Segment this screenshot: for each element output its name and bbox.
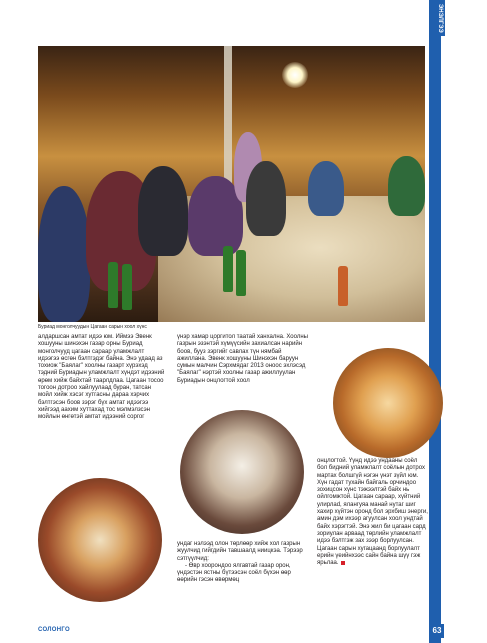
article-text: онцлогтой. Үүнд идээ ундааны соёл бол бидний уламжлалт соёлын дотроx мартах болшгүй нэгэн үнэт зүйл юм. Хүн гадат тухайн байгаль орчиндоо зохицсон хүнс тэжээлтэй байх нь ойлгомжтой. Цагаан сараар, хүйтний улирлаd, ялангуяа манай нутаг шиг хахир хүйтэн оронд бол эрхбиш энерги, амин дэм ихээр агуулсан хоол ундтай байх хэрэгтэй. Энэ жил би цагаан сард зориулан арваад төрлийн уламжлалт идээ бэлтгэж зах зээр борлуулсан. Цагаан сарын хугацаанд борлуулалт ерийн үеийнхээс сайн байна шүү гэж ярьлаа.	[317, 458, 428, 567]
banquet-hall-photo	[180, 410, 304, 534]
article-column-right	[317, 458, 428, 567]
dishes-photo	[38, 478, 162, 602]
ceiling-lamp	[282, 62, 308, 88]
guest-figure	[308, 161, 344, 216]
article-column-middle-top	[177, 334, 312, 385]
page-edge-strip	[429, 0, 441, 643]
end-of-article-mark	[341, 561, 345, 565]
article-paragraph: алдаршсан амтат идээ юм. Иймээ Эвенк хошууны шинэхэн газар орны Буриад монголчууд цагаан сараар уламжлалт идээгээ өсгөн бэлтгэдэг байна. Энэ удаад аз тохиож "Баялаг" хоолны газарт хүрэхэд тэдний Буриадын уламжлалт хүндэт идээний өрөм хийж байхтай таарлдлаа. Цагаан тосоо тогоон дотроо хайлуулаад буран, татсан мойл хийж хэсэг хутгасны дараа хэрчих бэлтгэсэн боов зэрэг бүх амтат идээгээ хийгээд аахим хуттахад тос мэлмэлзсэн мойлын өнгөтэй амтат идээний соргог	[38, 334, 165, 421]
bottle	[338, 266, 348, 306]
article-column-left	[38, 334, 166, 422]
article-paragraph: ундаг нэлээд олон төрлөөр хийж хол газрын жуулчид гийгдийн тавшаалд ниицкэа. Тэрээр сэтгүүлчид:	[177, 541, 303, 562]
section-tab-label: ЭНЭЛГЭЭ	[437, 3, 443, 33]
article-paragraph: үнэр хамар цоргитол таатай ханхална. Хоолны газрын эзэнтэй хүмүүсийн захиалсан нарийн боов, бууз зэргийг савлах түн нямбай ажиллана. Эвенк хошууны Шинэхэн баруун сумын малчин Сэрхмядаг 2013 оноос эхлэсэд "Баялаг" нэртэй хоолны газар ажиллуулан Буриадын онцлогтой хоол	[177, 334, 308, 384]
bottle	[236, 250, 246, 296]
pastry-plate-photo	[333, 348, 443, 458]
article-column-middle-bottom	[177, 541, 312, 585]
article-paragraph	[317, 458, 428, 567]
page-number: 63	[430, 624, 444, 638]
bottle	[108, 262, 118, 308]
quote-paragraph: - Өвр хоорондоо ялгавтай газар орон, үндэстэн ястны бүтээсэн соёл бүхэн өөр өөрийн гэсэн өвөрмөц	[177, 562, 291, 584]
bottle	[122, 264, 132, 310]
guest-figure	[246, 161, 286, 236]
guest-figure	[138, 166, 188, 256]
guest-figure	[388, 156, 425, 216]
bottle	[223, 246, 233, 292]
magazine-name: СОЛОНГО	[38, 627, 71, 633]
photo-caption: Буриад монголчуудын Цагаан сарын хоол хүнс	[38, 324, 147, 330]
guest-figure	[38, 186, 90, 322]
feast-photo	[38, 46, 425, 322]
